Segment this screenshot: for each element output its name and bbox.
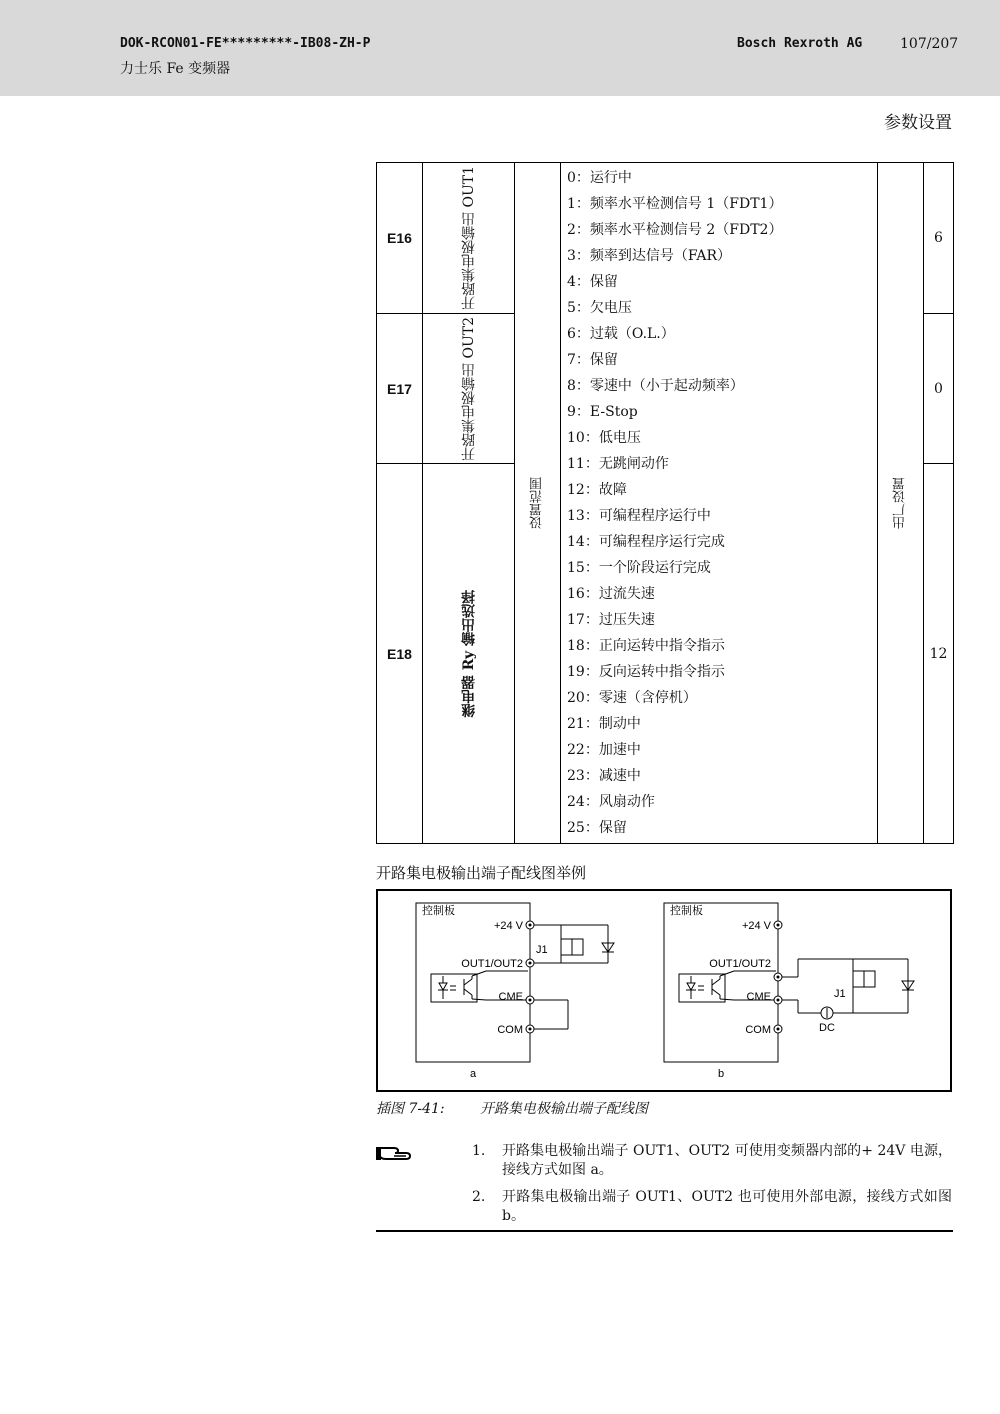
- option-item: 22：加速中: [567, 742, 641, 758]
- option-item: 9：E-Stop: [567, 404, 638, 420]
- option-item: 16：过流失速: [567, 586, 655, 602]
- relay-label-a: J1: [536, 944, 548, 956]
- label-24v-a: +24 V: [493, 920, 523, 932]
- note-block: [376, 1136, 953, 1232]
- option-item: 20：零速（含停机）: [567, 690, 697, 706]
- param-code-e18: E18: [377, 464, 423, 844]
- option-item: 15：一个阶段运行完成: [567, 560, 711, 576]
- param-code-e16: E16: [377, 163, 423, 314]
- option-item: 19：反向运转中指令指示: [567, 664, 725, 680]
- param-name-e16: 开路集电极输出 OUT1: [460, 166, 477, 310]
- label-cme-b: CME: [746, 991, 771, 1003]
- option-item: 21：制动中: [567, 716, 641, 732]
- note-item-2: [472, 1188, 952, 1226]
- option-item: 6：过载（O.L.）: [567, 326, 675, 342]
- note-number-2: 2.: [472, 1189, 486, 1205]
- board-label-a: 控制板: [422, 904, 455, 917]
- default-label-cell: [878, 163, 924, 844]
- option-item: 11：无跳闸动作: [567, 456, 669, 472]
- page-header: [0, 0, 1000, 96]
- param-name-e17: 开路集电极输出 OUT2: [460, 316, 477, 461]
- label-cme-a: CME: [498, 991, 523, 1003]
- label-24v-b: +24 V: [741, 920, 771, 932]
- option-item: 10：低电压: [567, 430, 641, 446]
- option-item: 24：风扇动作: [567, 794, 655, 810]
- figure-heading: 开路集电极输出端子配线图举例: [376, 864, 587, 882]
- note-text-1: 开路集电极输出端子 OUT1、OUT2 可使用变频器内部的+ 24V 电源，接线方式如图 a。: [502, 1143, 952, 1178]
- option-item: 25：保留: [567, 820, 627, 836]
- options-cell: [561, 163, 878, 844]
- label-out-a: OUT1/OUT2: [461, 958, 523, 970]
- option-item: 13：可编程程序运行中: [567, 508, 711, 524]
- company-name: Bosch Rexroth AG: [737, 36, 863, 51]
- option-item: 23：减速中: [567, 768, 641, 784]
- default-e18: 12: [924, 464, 954, 844]
- label-out-b: OUT1/OUT2: [709, 958, 771, 970]
- option-item: 14：可编程程序运行完成: [567, 534, 725, 550]
- page-number: 107/207: [900, 36, 959, 52]
- wiring-diagram: [378, 891, 950, 1090]
- option-item: 7：保留: [567, 352, 618, 368]
- panel-b: [664, 903, 914, 1062]
- param-name-cell-e16: [423, 163, 515, 314]
- default-e17: 0: [924, 314, 954, 464]
- panel-label-a: a: [469, 1068, 477, 1080]
- default-label: 出厂设置: [893, 477, 908, 529]
- figure-caption: [376, 1098, 648, 1118]
- label-com-b: COM: [745, 1024, 771, 1036]
- dc-label-b: DC: [819, 1022, 835, 1034]
- option-item: 12：故障: [567, 482, 627, 498]
- product-name: 力士乐 Fe 变频器: [120, 61, 231, 77]
- options-list: [567, 165, 877, 841]
- option-item: 17：过压失速: [567, 612, 655, 628]
- range-label-cell: [515, 163, 561, 844]
- note-text-2: 开路集电极输出端子 OUT1、OUT2 也可使用外部电源，接线方式如图 b。: [502, 1189, 952, 1224]
- board-label-b: 控制板: [670, 904, 703, 917]
- relay-label-b: J1: [834, 988, 846, 1000]
- option-item: 3：频率到达信号（FAR）: [567, 248, 732, 264]
- option-item: 4：保留: [567, 274, 618, 290]
- panel-label-b: b: [717, 1068, 725, 1080]
- note-item-1: [472, 1142, 952, 1180]
- option-item: 5：欠电压: [567, 300, 632, 316]
- optocoupler-a: [431, 974, 477, 1002]
- document-id: DOK-RCON01-FE*********-IB08-ZH-P: [120, 36, 371, 51]
- label-com-a: COM: [497, 1024, 523, 1036]
- pointing-hand-icon: [376, 1142, 416, 1164]
- param-name-cell-e18: [423, 464, 515, 844]
- default-e16: 6: [924, 163, 954, 314]
- range-label: 设置范围: [530, 477, 545, 529]
- note-number-1: 1.: [472, 1143, 486, 1159]
- option-item: 1：频率水平检测信号 1（FDT1）: [567, 196, 783, 212]
- figure-caption-number: 插图 7-41:: [376, 1101, 445, 1117]
- figure-caption-text: 开路集电极输出端子配线图: [480, 1101, 648, 1117]
- parameter-table: [376, 162, 954, 844]
- option-item: 18：正向运转中指令指示: [567, 638, 725, 654]
- param-name-e18: 继电器 Ry 输出选择: [460, 589, 477, 718]
- param-code-e17: E17: [377, 314, 423, 464]
- section-title: 参数设置: [884, 113, 952, 133]
- option-item: 8：零速中（小于起动频率）: [567, 378, 744, 394]
- option-item: 2：频率水平检测信号 2（FDT2）: [567, 222, 783, 238]
- optocoupler-b: [679, 974, 725, 1002]
- wiring-figure: [376, 889, 952, 1092]
- option-item: 0：运行中: [567, 170, 632, 186]
- param-name-cell-e17: [423, 314, 515, 464]
